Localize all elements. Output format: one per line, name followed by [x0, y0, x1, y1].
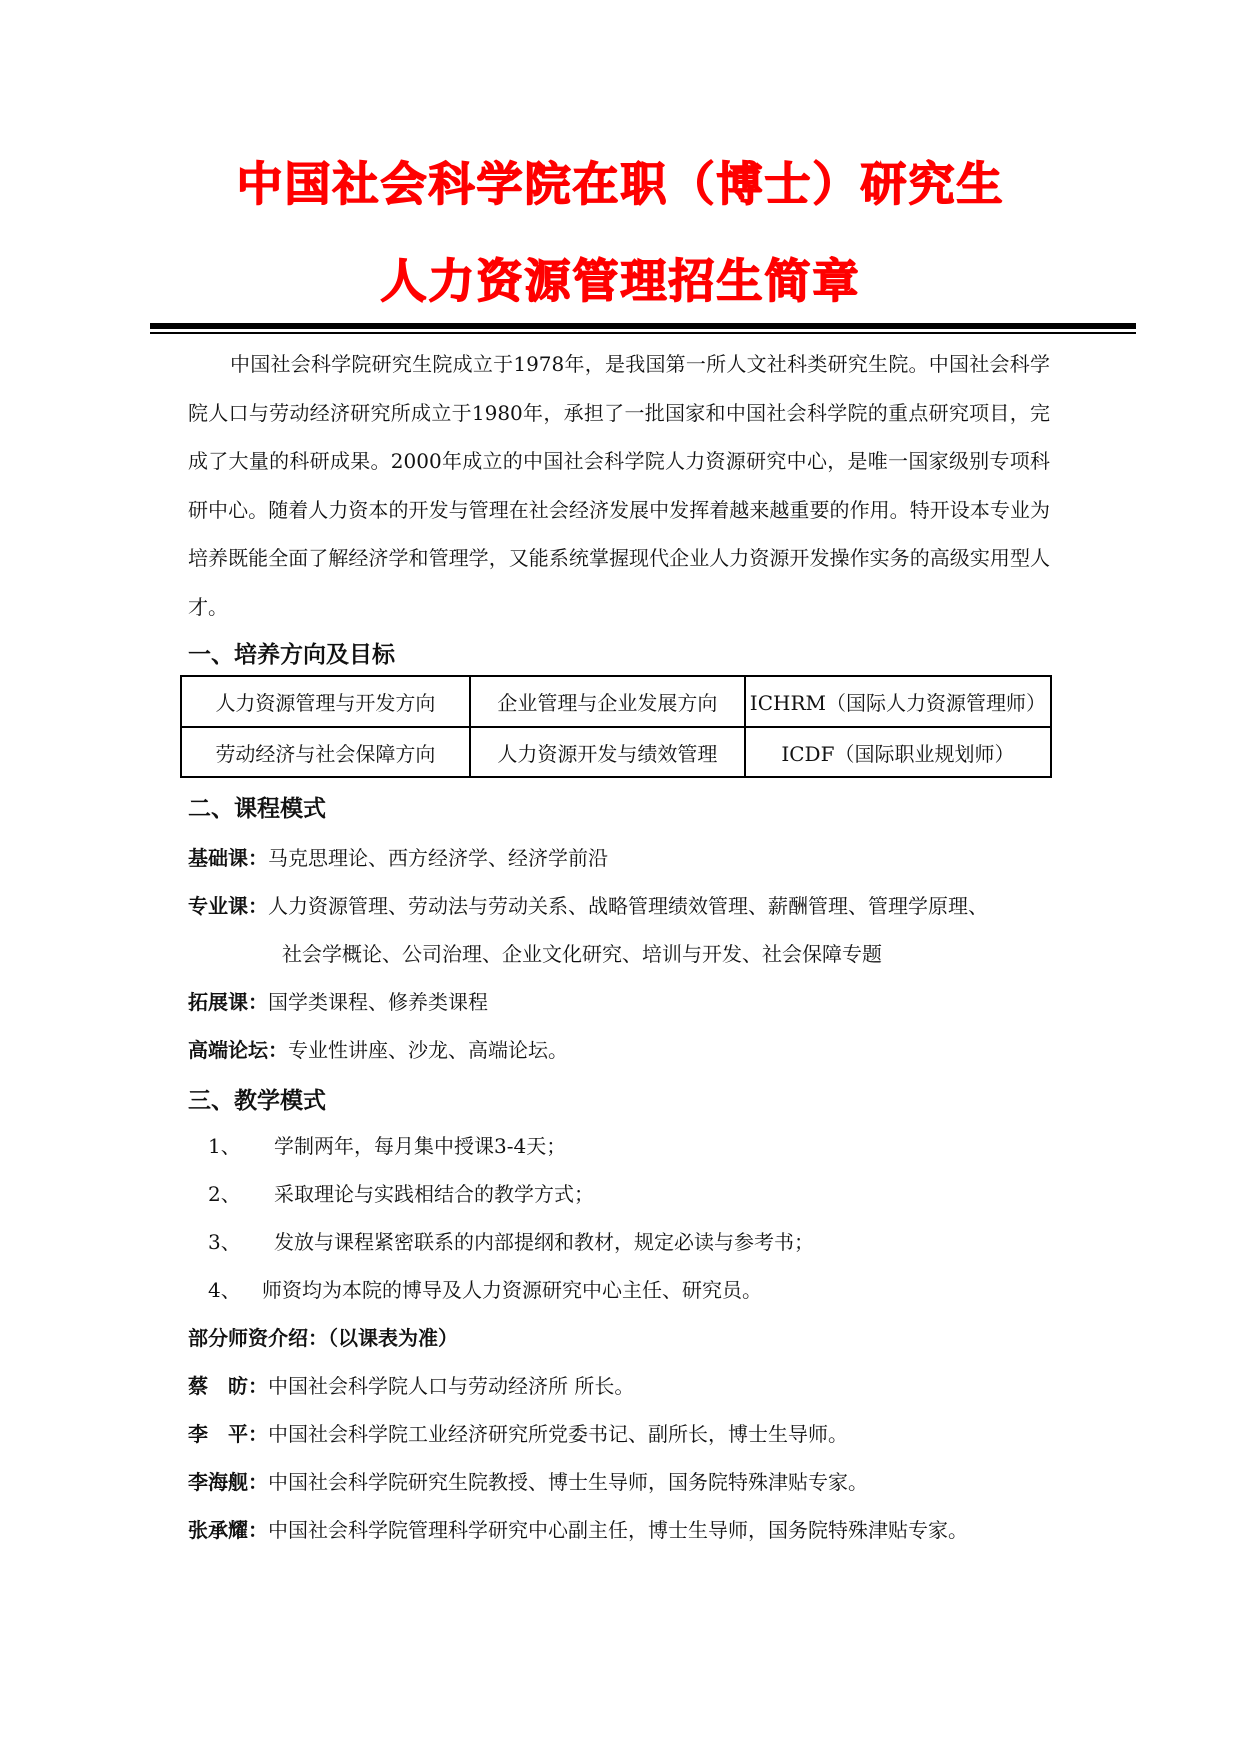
faculty-desc: 中国社会科学院工业经济研究所党委书记、副所长，博士生导师。 [268, 1422, 848, 1446]
title-divider-thick [150, 323, 1136, 329]
faculty-desc: 中国社会科学院研究生院教授、博士生导师，国务院特殊津贴专家。 [268, 1470, 868, 1494]
list-item-number: 4、 [208, 1278, 241, 1302]
list-item [208, 1130, 566, 1159]
list-item-number: 3、 [208, 1230, 241, 1254]
course-major [188, 890, 988, 919]
title-line-1: 中国社会科学院在职（博士）研究生 [236, 157, 1005, 211]
faculty-heading: 部分师资介绍：（以课表为准） [188, 1326, 458, 1350]
table-cell: ICHRM（国际人力资源管理师） [745, 676, 1051, 727]
faculty-entry [188, 1370, 634, 1399]
list-item [208, 1226, 814, 1255]
course-forum [188, 1034, 568, 1063]
table-row [181, 727, 1051, 777]
table-cell: 人力资源管理与开发方向 [181, 676, 470, 727]
course-extension-label: 拓展课： [188, 990, 268, 1014]
list-item-text: 采取理论与实践相结合的教学方式； [274, 1182, 594, 1206]
course-forum-text: 专业性讲座、沙龙、高端论坛。 [288, 1038, 568, 1062]
course-extension-text: 国学类课程、修养类课程 [268, 990, 488, 1014]
list-item-text: 发放与课程紧密联系的内部提纲和教材，规定必读与参考书； [274, 1230, 814, 1254]
faculty-name: 蔡 昉： [188, 1374, 268, 1398]
course-basic-text: 马克思理论、西方经济学、经济学前沿 [268, 846, 608, 870]
course-major-text-1: 人力资源管理、劳动法与劳动关系、战略管理绩效管理、薪酬管理、管理学原理、 [268, 894, 988, 918]
title-line-2: 人力资源管理招生简章 [380, 254, 861, 308]
list-item-text: 学制两年，每月集中授课3-4天； [274, 1134, 567, 1158]
list-item [208, 1274, 762, 1303]
directions-table [180, 675, 1052, 778]
course-basic [188, 842, 608, 871]
course-major-label: 专业课： [188, 894, 268, 918]
list-item-text: 师资均为本院的博导及人力资源研究中心主任、研究员。 [262, 1278, 762, 1302]
faculty-entry [188, 1418, 848, 1447]
course-extension [188, 986, 488, 1015]
list-item [208, 1178, 594, 1207]
faculty-entry [188, 1466, 868, 1495]
section-heading-teaching: 三、教学模式 [188, 1088, 326, 1114]
table-cell: 企业管理与企业发展方向 [470, 676, 745, 727]
table-cell: 劳动经济与社会保障方向 [181, 727, 470, 777]
table-row [181, 676, 1051, 727]
intro-paragraph: 中国社会科学院研究生院成立于1978年，是我国第一所人文社科类研究生院。中国社会科学院人口与劳动经济研究所成立于1980年，承担了一批国家和中国社会科学院的重点研究项目，完成了大量的科研成果。2000年成立的中国社会科学院人力资源研究中心，是唯一国家级别专项科研中心。随着人力资本的开发与管理在社会经济发展中发挥着越来越重要的作用。特开设本专业为培养既能全面了解经济学和管理学，又能系统掌握现代企业人力资源开发操作实务的高级实用型人才。 [188, 352, 1050, 619]
table-cell: 人力资源开发与绩效管理 [470, 727, 745, 777]
faculty-desc: 中国社会科学院人口与劳动经济所 所长。 [268, 1374, 635, 1398]
list-item-number: 1、 [208, 1134, 241, 1158]
faculty-name: 李 平： [188, 1422, 268, 1446]
course-major-text-2: 社会学概论、公司治理、企业文化研究、培训与开发、社会保障专题 [282, 942, 882, 966]
list-item-number: 2、 [208, 1182, 241, 1206]
course-forum-label: 高端论坛： [188, 1038, 288, 1062]
course-basic-label: 基础课： [188, 846, 268, 870]
section-heading-courses: 二、课程模式 [188, 796, 326, 822]
faculty-name: 李海舰： [188, 1470, 268, 1494]
table-cell: ICDF（国际职业规划师） [745, 727, 1051, 777]
title-divider-thin [150, 332, 1136, 334]
faculty-name: 张承耀： [188, 1518, 268, 1542]
section-heading-directions: 一、培养方向及目标 [188, 642, 395, 668]
faculty-entry [188, 1514, 968, 1543]
faculty-desc: 中国社会科学院管理科学研究中心副主任，博士生导师，国务院特殊津贴专家。 [268, 1518, 968, 1542]
